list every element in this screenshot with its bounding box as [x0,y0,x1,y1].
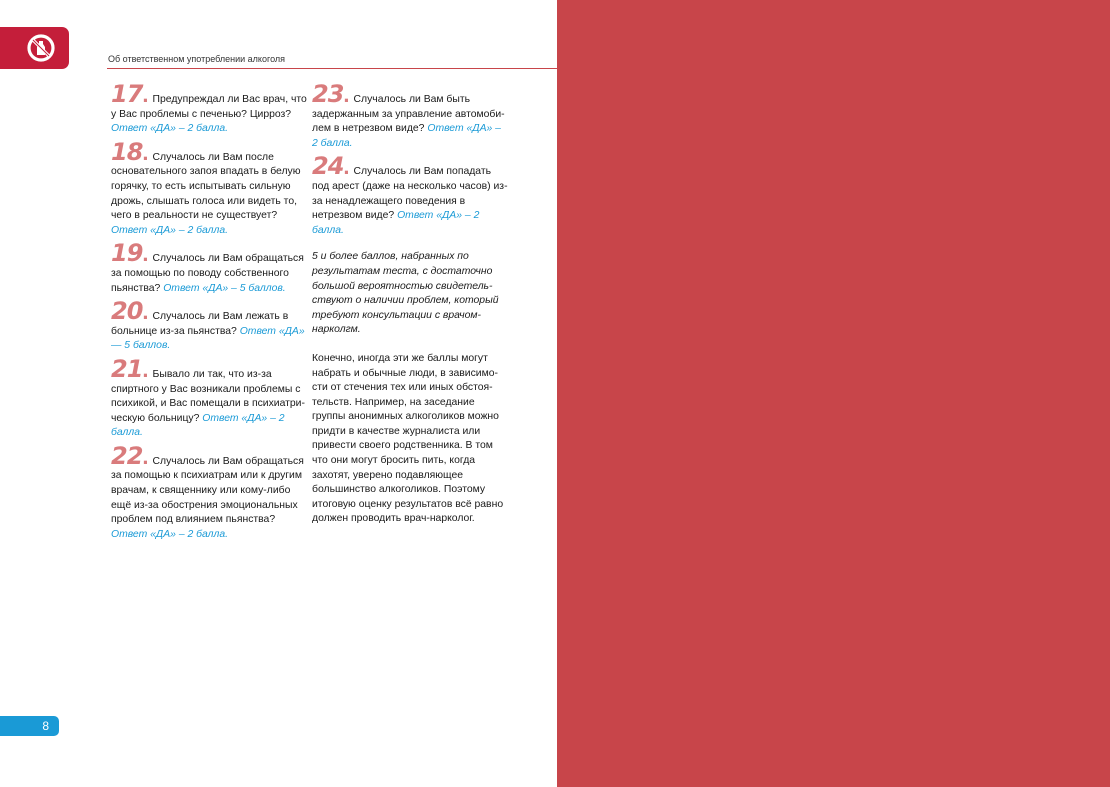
number-dot: . [142,356,149,382]
question-text: Предупреждал ли Вас врач, что у Вас проблемы с печенью? Цирроз? [111,94,307,120]
question-number: 22 [111,441,143,470]
header-rule [107,68,557,69]
question-text: Случалось ли Вам после основательного запоя впадать в белую горячку, то есть испытывать сильную дрожь, слышать голоса или видеть то, чего в реальности не существует? [111,151,301,222]
number-dot: . [142,82,149,107]
running-head: Об ответственном употреблении алкоголя [108,54,285,64]
question-text: Случалось ли Вам лежать в больнице из-за пьянства? [111,311,289,337]
question-number: 19 [111,239,143,268]
conclusion-text: Конечно, иногда эти же баллы могут набрать и обычные люди, в зависимо-сти от стечения тех или иных обстоя-тельств. Например, на заседание группы анонимных алкоголиков можно придти в качестве журналиста или привести своего родственника. В том что они могут бросить пить, когда захотят, уверено подавляющее большинство алкоголиков. Поэтому итоговую оценку результатов всё равно должен проводить врач-нарколог. [312,352,504,525]
question-text: Случалось ли Вам обращаться за помощью к психиатрам или к другим врачам, к священнику или кому-либо ещё из-за обострения эмоциональных проблем под влиянием пьянства? [111,455,304,526]
answer-score: Ответ «ДА» – 2 балла. [111,412,285,439]
answer-score: Ответ «ДА» – 2 балла. [111,224,229,236]
question-item [111,441,307,543]
number-dot: . [142,443,149,469]
page-number: 8 [0,716,59,736]
number-dot: . [343,154,350,180]
number-dot: . [142,299,149,325]
right-column [312,80,508,527]
number-dot: . [142,139,149,165]
answer-score: Ответ «ДА» – 2 балла. [312,210,480,236]
question-item [111,137,307,239]
question-item [111,354,307,441]
question-number: 17 [111,80,143,108]
right-color-panel [557,0,1110,787]
question-number: 24 [312,152,344,181]
section-tab-badge [0,27,69,69]
question-text: Случалось ли Вам быть задержанным за управление автомоби-лем в нетрезвом виде? [312,94,505,135]
question-number: 20 [111,297,143,326]
question-number: 23 [312,80,344,108]
question-item [111,297,307,354]
question-number: 21 [111,354,143,383]
question-item [312,152,508,238]
question-number: 18 [111,137,143,166]
answer-score: Ответ «ДА» – 2 балла. [111,528,229,540]
question-text: Случалось ли Вам обращаться за помощью по поводу собственного пьянства? [111,253,304,294]
question-item [111,80,307,137]
question-text: Случалось ли Вам попадать под арест (даже на несколько часов) из-за ненадлежащего поведения в нетрезвом виде? [312,166,508,222]
answer-score: Ответ «ДА» – 2 балла. [111,123,229,135]
number-dot: . [343,82,350,107]
question-text: Бывало ли так, что из-за спиртного у Вас возникали проблемы с психикой, и Вас помещали в психиатри-ческую больницу? [111,368,305,424]
left-column [111,80,307,547]
question-item [312,80,508,151]
answer-score: Ответ «ДА» – 2 балла. [312,123,501,149]
question-item [111,239,307,296]
answer-score: Ответ «ДА» — 5 баллов. [111,325,305,352]
number-dot: . [142,241,149,267]
conclusion-italic: 5 и более баллов, набранных по результатам теста, с достаточно большой вероятностью свидетель-ствуют о наличии проблем, который требуют консультации с врачом-нарколгм. [312,251,499,336]
no-alcohol-icon [26,33,56,63]
answer-score: Ответ «ДА» – 5 баллов. [163,282,286,294]
